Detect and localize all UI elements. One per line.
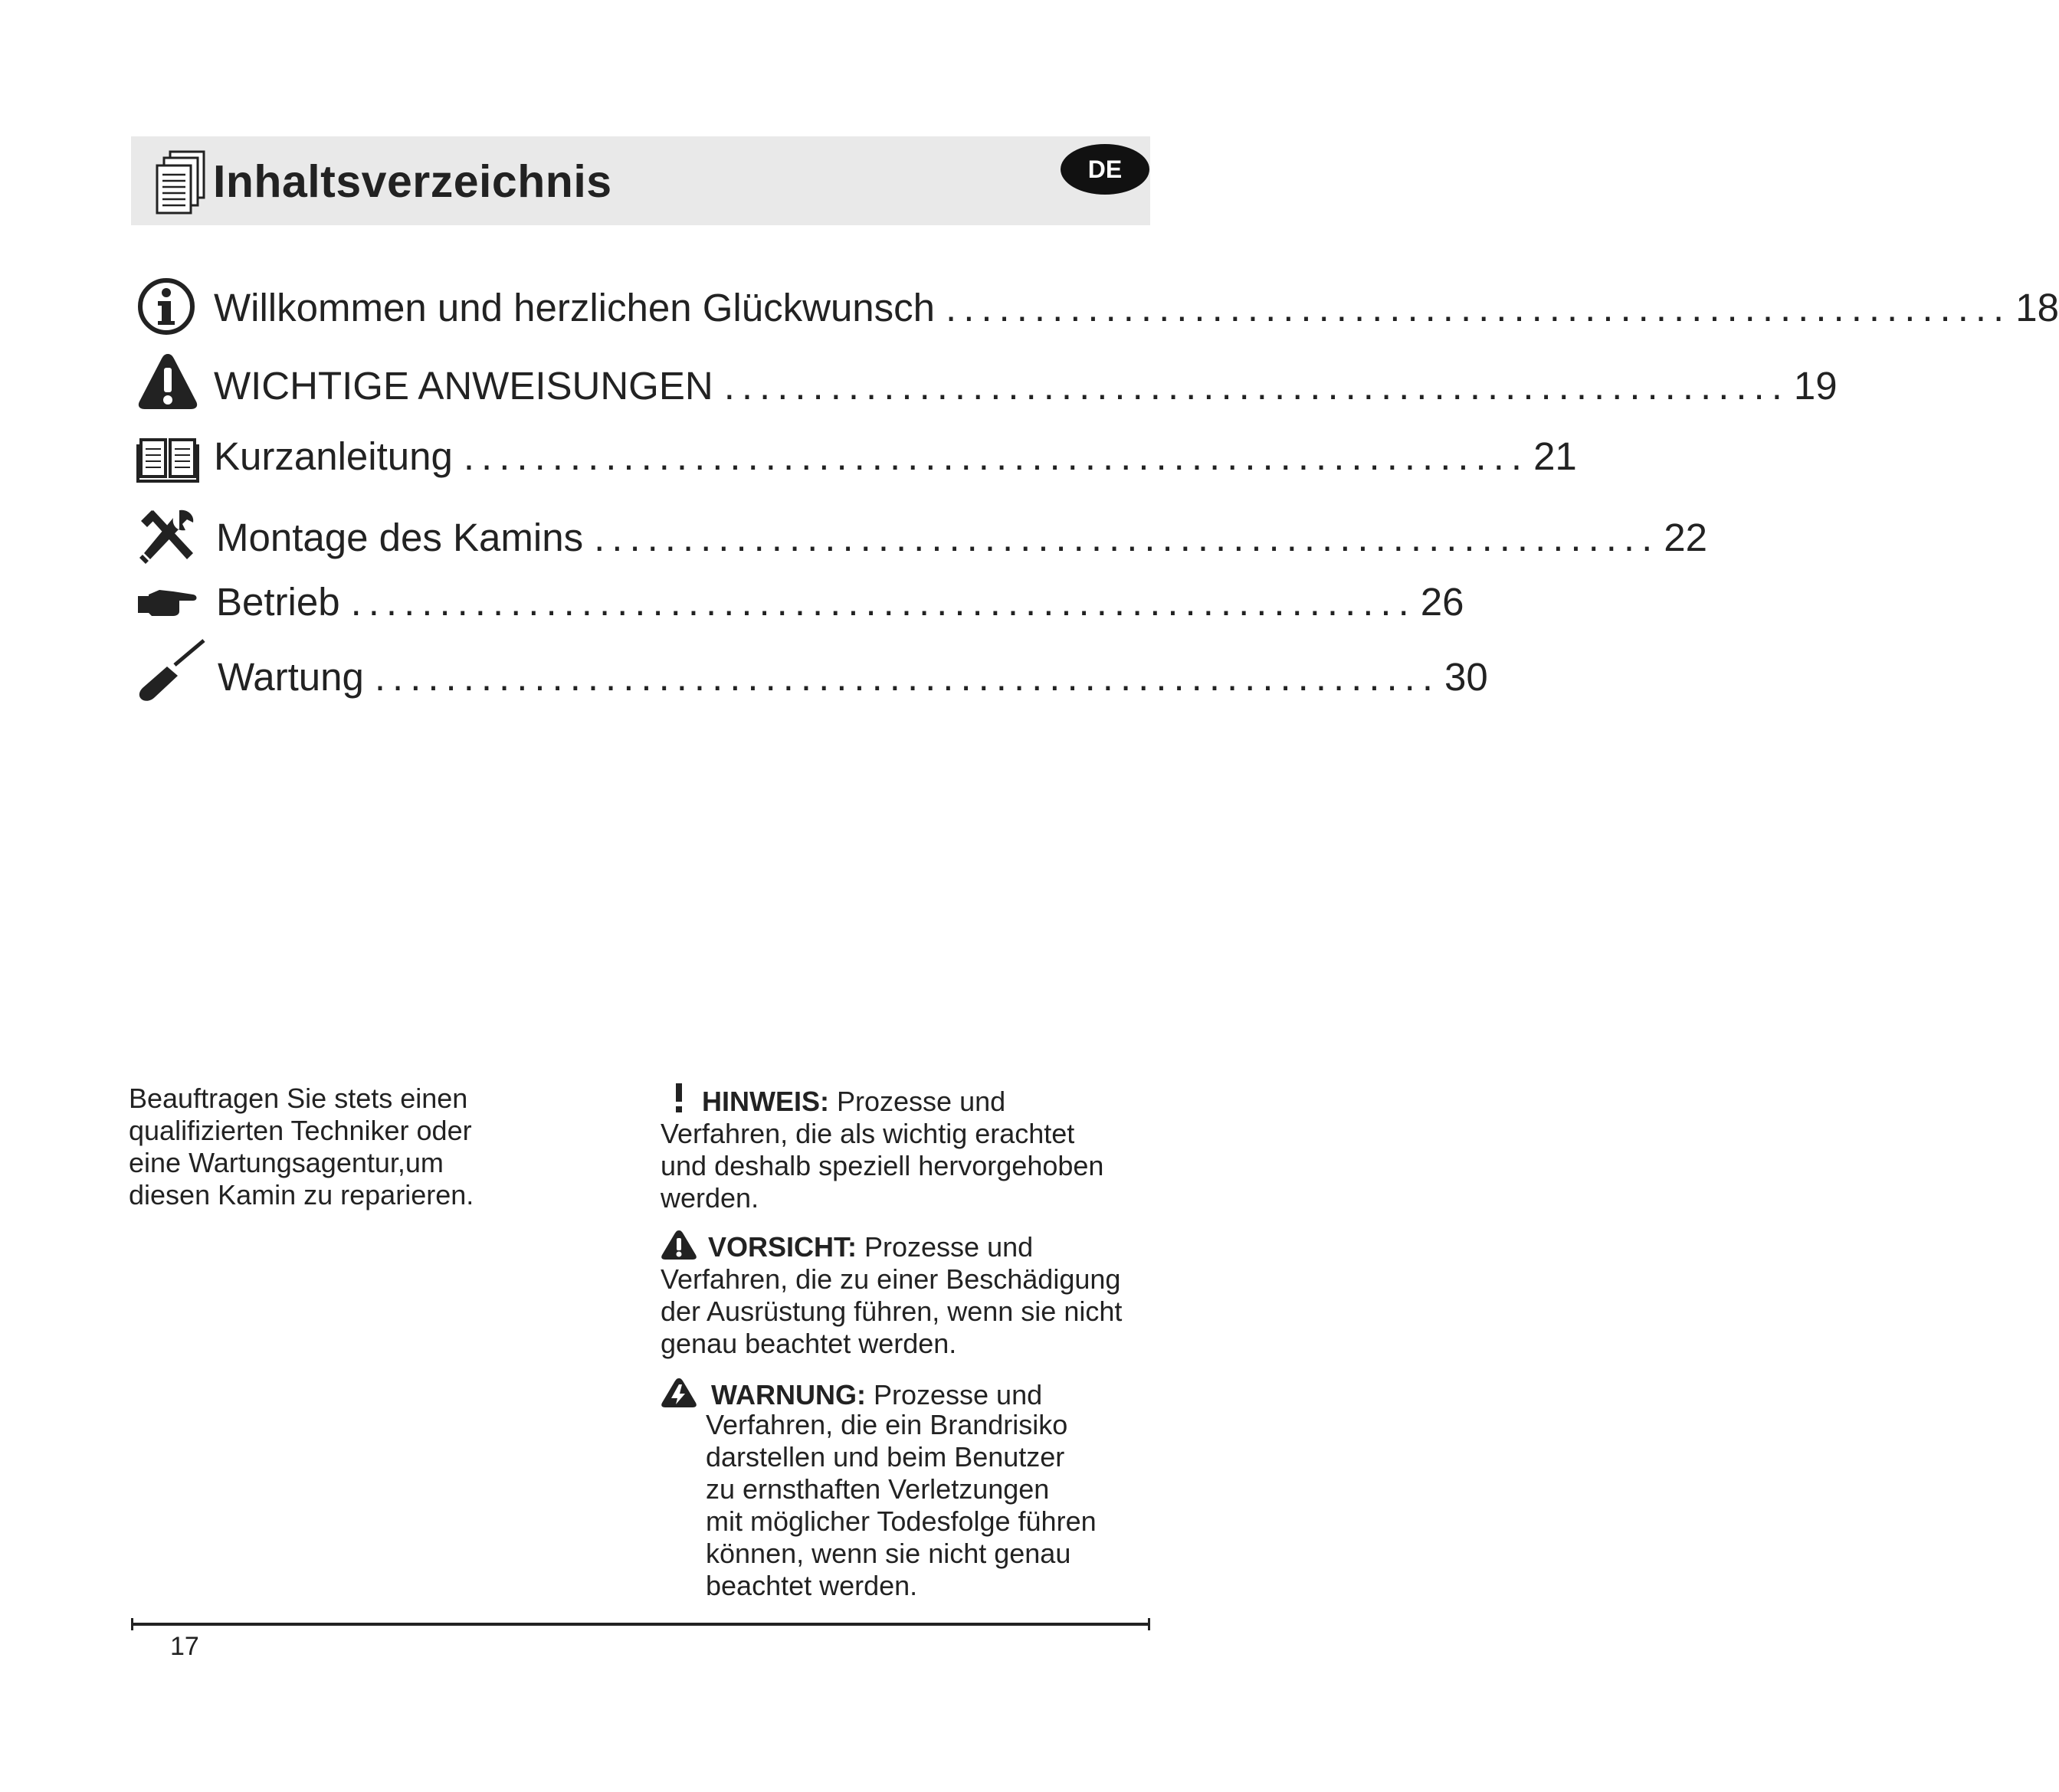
notice-line: können, wenn sie nicht genau [706, 1538, 1071, 1569]
notice-hinweis [661, 1083, 1159, 1214]
page-title: Inhaltsverzeichnis [213, 156, 612, 207]
toc-page-number: 18 [2015, 286, 2059, 329]
service-note-line: diesen Kamin zu reparieren. [129, 1179, 474, 1211]
pointing-hand-icon [136, 572, 199, 634]
toc-entry-betrieb[interactable] [0, 572, 1464, 633]
notice-first-line: Prozesse und [865, 1379, 1043, 1410]
toc-leader: ............................................................ [374, 655, 1441, 699]
footer-rule [131, 1623, 1150, 1626]
notice-first-line: Prozesse und [857, 1231, 1034, 1263]
toc-entry-kurzanleitung[interactable] [0, 426, 1577, 487]
notice-label: WARNUNG: [711, 1379, 866, 1410]
notice-line: Verfahren, die ein Brandrisiko [706, 1409, 1068, 1440]
toc-leader: ............................................................ [594, 516, 1660, 559]
toc-page-number: 30 [1444, 655, 1488, 699]
toc-leader: ............................................................ [463, 434, 1529, 478]
notice-line: werden. [661, 1182, 759, 1214]
service-note-line: eine Wartungsagentur,um [129, 1147, 444, 1178]
notice-label: HINWEIS: [702, 1086, 829, 1117]
toc-page-number: 26 [1420, 580, 1464, 624]
open-book-icon [136, 429, 199, 492]
notice-line: zu ernsthaften Verletzungen [706, 1473, 1050, 1505]
toc-page-number: 19 [1793, 364, 1838, 408]
exclamation-icon [670, 1083, 688, 1115]
notice-line: und deshalb speziell hervorgehoben [661, 1150, 1104, 1181]
notice-warnung-body [706, 1409, 1150, 1602]
notice-label: VORSICHT: [708, 1231, 857, 1263]
language-badge: DE [1061, 144, 1149, 195]
toc-label: Kurzanleitung [214, 434, 453, 478]
toc-entry-willkommen[interactable] [0, 274, 2059, 336]
warning-triangle-icon [661, 1229, 697, 1261]
screwdriver-icon [136, 636, 207, 706]
toc-label: Wartung [218, 655, 364, 699]
notice-line: Verfahren, die als wichtig erachtet [661, 1118, 1075, 1149]
toc-leader: ............................................................ [350, 580, 1416, 624]
toc-label: Willkommen und herzlichen Glückwunsch [214, 286, 936, 329]
toc-entry-montage[interactable] [0, 506, 1708, 567]
toc-page-number: 22 [1664, 516, 1708, 559]
toc-page-number: 21 [1533, 434, 1577, 478]
toc-entry-wichtige-anweisungen[interactable] [0, 351, 1838, 412]
notice-line: der Ausrüstung führen, wenn sie nicht [661, 1296, 1123, 1327]
document-stack-icon [155, 150, 207, 216]
toc-label: WICHTIGE ANWEISUNGEN [214, 364, 713, 408]
notice-first-line: Prozesse und [829, 1086, 1006, 1117]
service-note-line: qualifizierten Techniker oder [129, 1115, 472, 1146]
toc-entry-wartung[interactable] [0, 636, 1488, 699]
notice-line: genau beachtet werden. [661, 1328, 957, 1359]
notice-line: darstellen und beim Benutzer [706, 1441, 1065, 1473]
tools-icon [136, 506, 199, 568]
toc-label: Montage des Kamins [216, 516, 584, 559]
toc-label: Betrieb [216, 580, 340, 624]
warning-triangle-icon [136, 351, 199, 414]
notice-line: beachtet werden. [706, 1570, 918, 1601]
toc-leader: ............................................................ [946, 286, 2011, 329]
fire-warning-icon [661, 1377, 697, 1409]
notice-vorsicht [661, 1229, 1159, 1360]
page-number: 17 [170, 1632, 199, 1661]
notice-warnung [661, 1377, 1159, 1411]
service-note [129, 1083, 543, 1211]
notice-line: Verfahren, die zu einer Beschädigung [661, 1263, 1121, 1295]
service-note-line: Beauftragen Sie stets einen [129, 1083, 468, 1114]
notice-line: mit möglicher Todesfolge führen [706, 1505, 1097, 1537]
info-icon [136, 274, 199, 337]
toc-leader: ............................................................ [723, 364, 1789, 408]
